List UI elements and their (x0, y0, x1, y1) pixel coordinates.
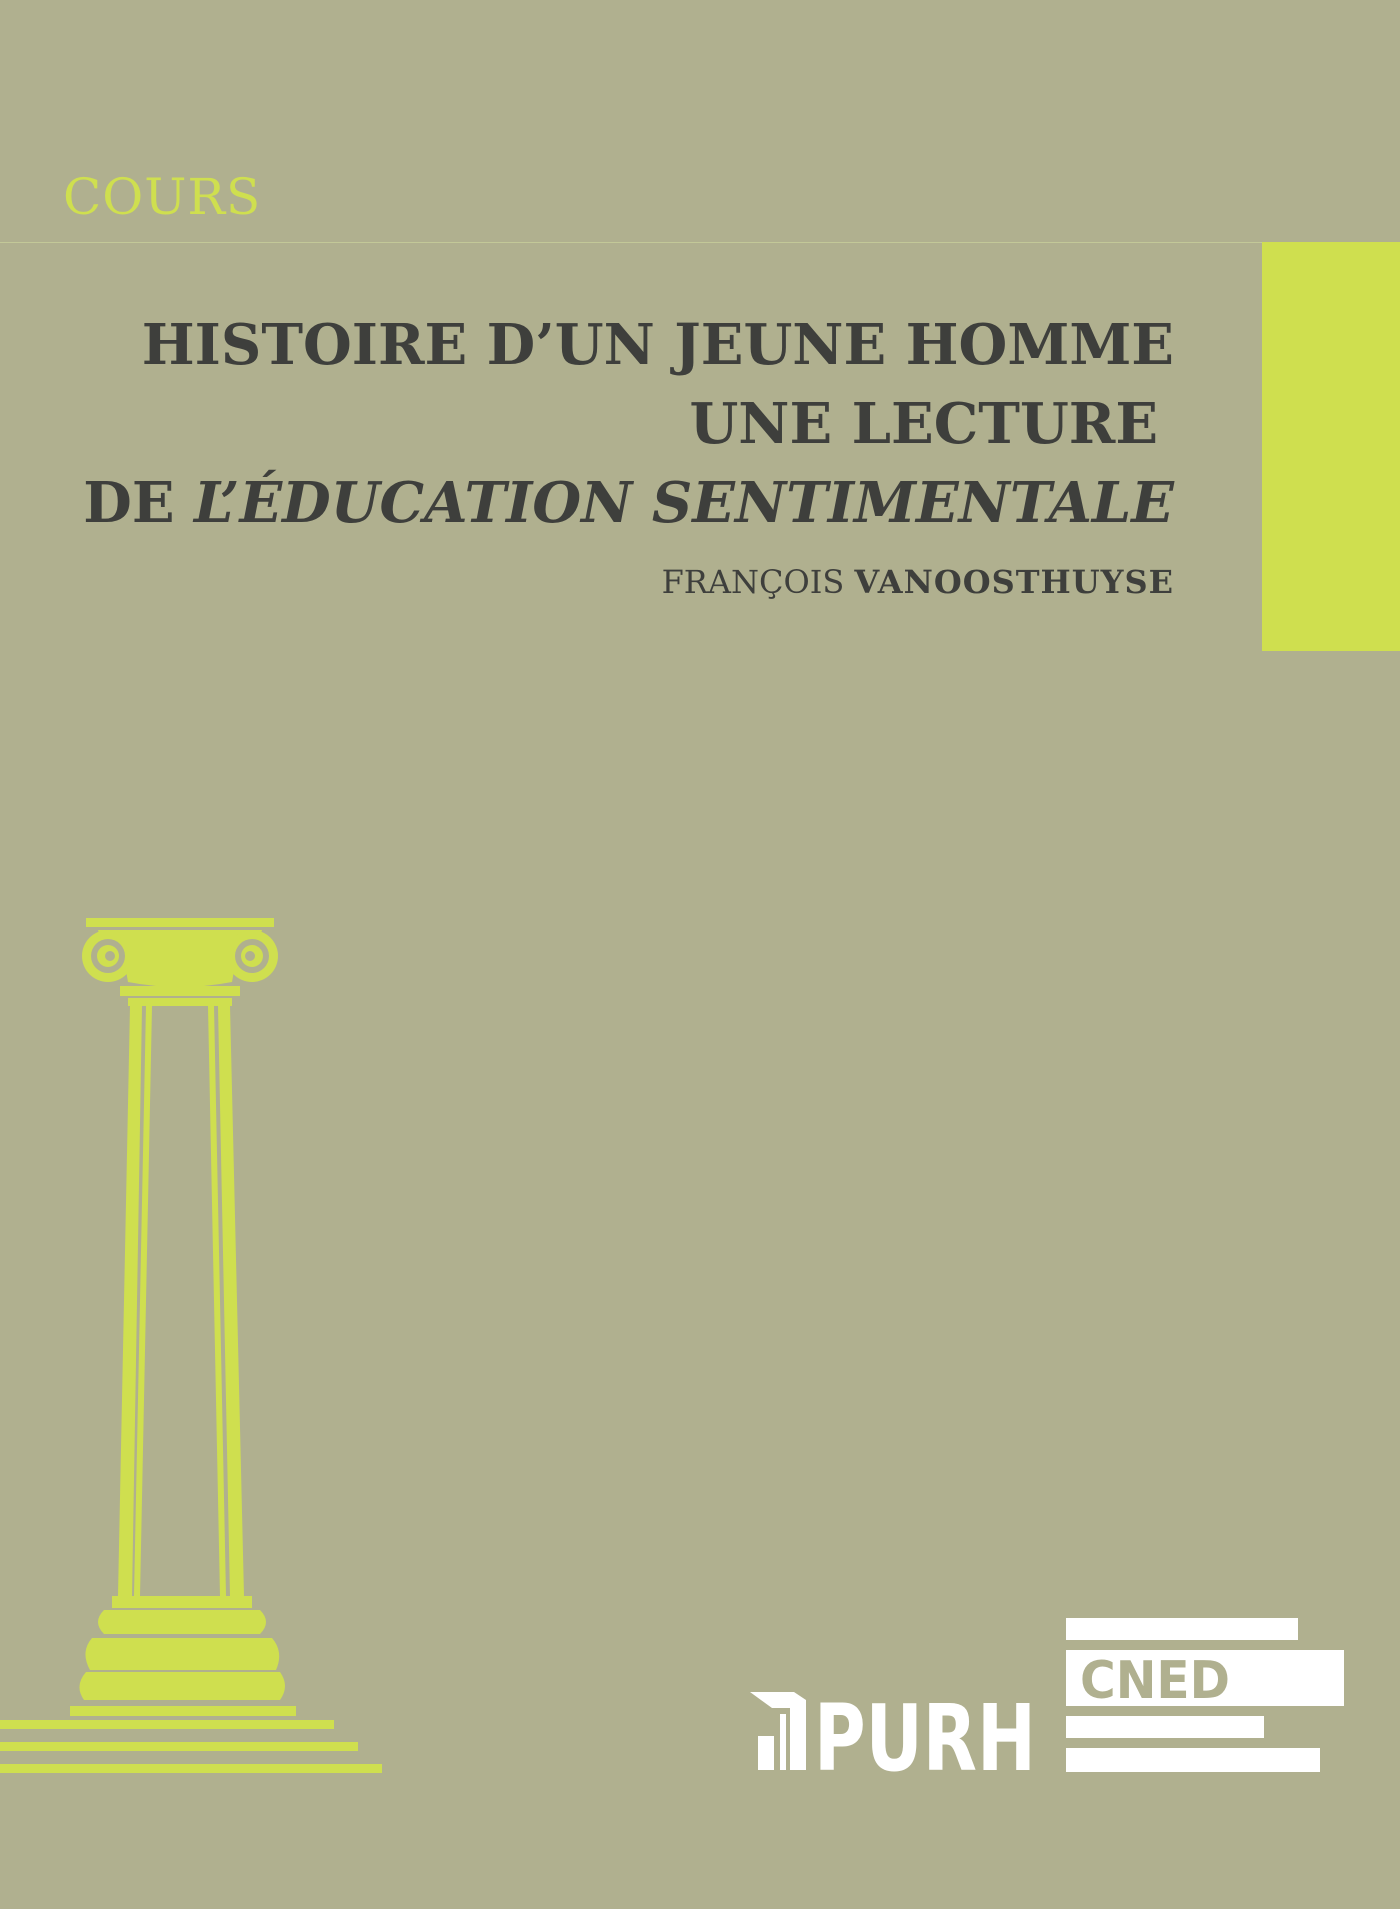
book-title (83, 306, 1174, 543)
series-label: COURS (63, 168, 262, 226)
publisher-logo-text: PURH (814, 1685, 1036, 1792)
author-name (661, 563, 1174, 601)
cned-logo (1066, 1614, 1346, 1774)
ionic-column-icon (0, 900, 390, 1780)
title-line-3 (83, 464, 1174, 543)
title-line-3-italic: L’ÉDUCATION SENTIMENTALE (194, 470, 1174, 536)
partner-logo-text: CNED (1080, 1651, 1230, 1711)
header-divider (0, 242, 1262, 243)
accent-block (1262, 242, 1400, 651)
author-last-name: VANOOSTHUYSE (854, 563, 1174, 601)
purh-logo (750, 1685, 1040, 1792)
title-line-3-prefix: DE (83, 470, 195, 536)
title-line-2: UNE LECTURE (689, 391, 1158, 457)
title-line-1: HISTOIRE D’UN JEUNE HOMME (141, 312, 1174, 378)
author-first-name: FRANÇOIS (661, 563, 845, 601)
